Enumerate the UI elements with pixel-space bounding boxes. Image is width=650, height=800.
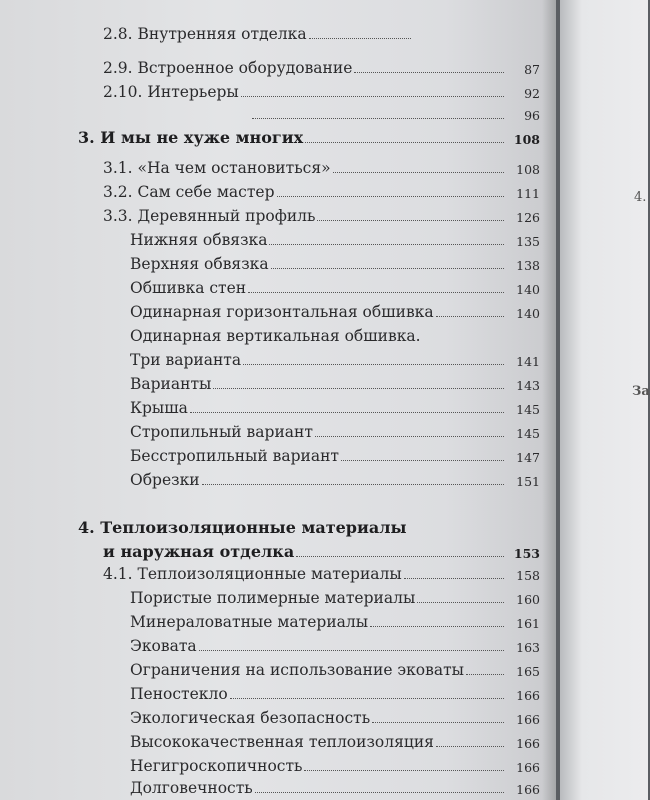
toc-entry-label: Варианты <box>130 374 212 393</box>
toc-leader <box>354 72 504 73</box>
toc-leader <box>333 172 504 173</box>
toc-leader <box>370 626 504 627</box>
toc-subentry <box>130 322 540 344</box>
toc-entry-2-9 <box>103 54 540 76</box>
toc-entry-label: 3.3. Деревянный профиль <box>103 206 316 225</box>
toc-entry-3-2 <box>103 178 540 200</box>
toc-subentry <box>130 346 540 368</box>
toc-leader <box>404 578 504 579</box>
toc-entry-3-1 <box>103 154 540 176</box>
toc-leader <box>466 674 504 675</box>
toc-subentry <box>130 250 540 272</box>
toc-subentry <box>130 298 540 320</box>
toc-entry-label: Пеностекло <box>130 684 228 703</box>
toc-entry-label: Долговечность <box>130 778 253 797</box>
toc-entry-label: Одинарная вертикальная обшивка. <box>130 326 421 345</box>
toc-entry-continuation <box>250 100 540 122</box>
toc-subentry <box>130 584 540 606</box>
toc-subentry <box>130 608 540 630</box>
toc-leader <box>230 698 504 699</box>
toc-page-number: 166 <box>516 781 540 797</box>
toc-subentry <box>130 466 540 488</box>
toc-leader <box>255 792 504 793</box>
toc-page-number: 145 <box>516 401 540 417</box>
toc-subentry <box>130 728 540 750</box>
toc-chapter-3 <box>78 124 540 146</box>
toc-page-number: 96 <box>524 107 540 123</box>
toc-leader <box>341 460 504 461</box>
toc-leader <box>436 316 504 317</box>
toc-page-number: 108 <box>513 131 540 147</box>
toc-entry-label: 4.1. Теплоизоляционные материалы <box>103 564 402 583</box>
toc-subentry <box>130 370 540 392</box>
toc-leader <box>277 196 504 197</box>
toc-leader <box>252 118 504 119</box>
toc-leader <box>304 770 504 771</box>
toc-chapter-label: 3. И мы не хуже многих <box>78 128 304 147</box>
toc-entry-label: Пористые полимерные материалы <box>130 588 416 607</box>
toc-entry-label: Экологическая безопасность <box>130 708 371 727</box>
toc-entry-3-3 <box>103 202 540 224</box>
toc-entry-label: Крыша <box>130 398 188 417</box>
toc-leader <box>317 220 504 221</box>
toc-page-number: 141 <box>516 353 540 369</box>
toc-page-number: 166 <box>516 711 540 727</box>
toc-page-number: 151 <box>516 473 540 489</box>
toc-leader <box>243 364 504 365</box>
toc-entry-label: Высококачественная теплоизоляция <box>130 732 434 751</box>
toc-page-number: 147 <box>516 449 540 465</box>
toc-subentry <box>130 274 540 296</box>
toc-subentry <box>130 226 540 248</box>
toc-subentry <box>130 418 540 440</box>
toc-leader <box>202 484 504 485</box>
toc-page-number: 166 <box>516 759 540 775</box>
toc-entry-label: Бесстропильный вариант <box>130 446 339 465</box>
toc-leader <box>271 268 504 269</box>
toc-page-number: 163 <box>516 639 540 655</box>
toc-entry-label: Одинарная горизонтальная обшивка <box>130 302 434 321</box>
right-page-text-fragment: 4. <box>634 190 647 205</box>
toc-page-number: 111 <box>516 185 540 201</box>
toc-entry-label: Ограничения на использование эковаты <box>130 660 464 679</box>
toc-leader <box>309 38 411 39</box>
toc-entry-label: Обрезки <box>130 470 200 489</box>
toc-page-number: 138 <box>516 257 540 273</box>
toc-page-number: 140 <box>516 305 540 321</box>
toc-page-number: 135 <box>516 233 540 249</box>
toc-leader <box>305 142 504 143</box>
toc-entry-label: 3.2. Сам себе мастер <box>103 182 275 201</box>
toc-leader <box>296 556 504 557</box>
toc-chapter-4-line-2 <box>103 538 540 560</box>
toc-entry-label: Три варианта <box>130 350 242 369</box>
toc-subentry <box>130 656 540 678</box>
toc-entry-label: 2.9. Встроенное оборудование <box>103 58 353 77</box>
toc-leader <box>269 244 504 245</box>
toc-page-number: 143 <box>516 377 540 393</box>
toc-page-number: 160 <box>516 591 540 607</box>
toc-subentry <box>130 680 540 702</box>
toc-leader <box>315 436 504 437</box>
toc-entry-4-1 <box>103 560 540 582</box>
toc-leader <box>213 388 504 389</box>
toc-entry-label: Нижняя обвязка <box>130 230 268 249</box>
toc-chapter-label: 4. Теплоизоляционные материалы <box>78 518 407 537</box>
toc-leader <box>417 602 504 603</box>
toc-entry-label: Стропильный вариант <box>130 422 313 441</box>
toc-leader <box>241 96 504 97</box>
toc-entry-2-10 <box>103 78 540 100</box>
toc-page-number: 126 <box>516 209 540 225</box>
toc-subentry <box>130 394 540 416</box>
toc-subentry <box>130 632 540 654</box>
toc-page-number: 92 <box>524 85 540 101</box>
toc-subentry <box>130 776 540 796</box>
toc-entry-label: Минераловатные материалы <box>130 612 369 631</box>
toc-page-number: 161 <box>516 615 540 631</box>
right-page-text-fragment: За <box>632 384 650 399</box>
toc-entry-label: 2.10. Интерьеры <box>103 82 239 101</box>
toc-subentry <box>130 704 540 726</box>
toc-leader <box>190 412 504 413</box>
toc-entry-label: Обшивка стен <box>130 278 247 297</box>
toc-page-number: 140 <box>516 281 540 297</box>
toc-page-number: 87 <box>524 61 540 77</box>
toc-subentry <box>130 442 540 464</box>
toc-entry-label: Эковата <box>130 636 197 655</box>
toc-chapter-4-line-1 <box>78 514 540 536</box>
toc-leader <box>436 746 504 747</box>
toc-leader <box>199 650 504 651</box>
toc-chapter-label: и наружная отделка <box>103 542 295 561</box>
toc-page-number: 153 <box>513 545 540 561</box>
toc-entry-2-8 <box>103 20 413 42</box>
toc-leader <box>248 292 504 293</box>
toc-page-number: 166 <box>516 687 540 703</box>
toc-page-number: 165 <box>516 663 540 679</box>
toc-page-number: 158 <box>516 567 540 583</box>
toc-subentry <box>130 752 540 774</box>
toc-entry-label: 2.8. Внутренняя отделка <box>103 24 307 43</box>
toc-entry-label: Верхняя обвязка <box>130 254 269 273</box>
toc-entry-label: 3.1. «На чем остановиться» <box>103 158 331 177</box>
toc-entry-label: Негигроскопичность <box>130 756 303 775</box>
toc-leader <box>372 722 504 723</box>
book-page-right <box>560 0 648 800</box>
toc-page-number: 145 <box>516 425 540 441</box>
toc-page-number: 166 <box>516 735 540 751</box>
toc-page-number: 108 <box>516 161 540 177</box>
